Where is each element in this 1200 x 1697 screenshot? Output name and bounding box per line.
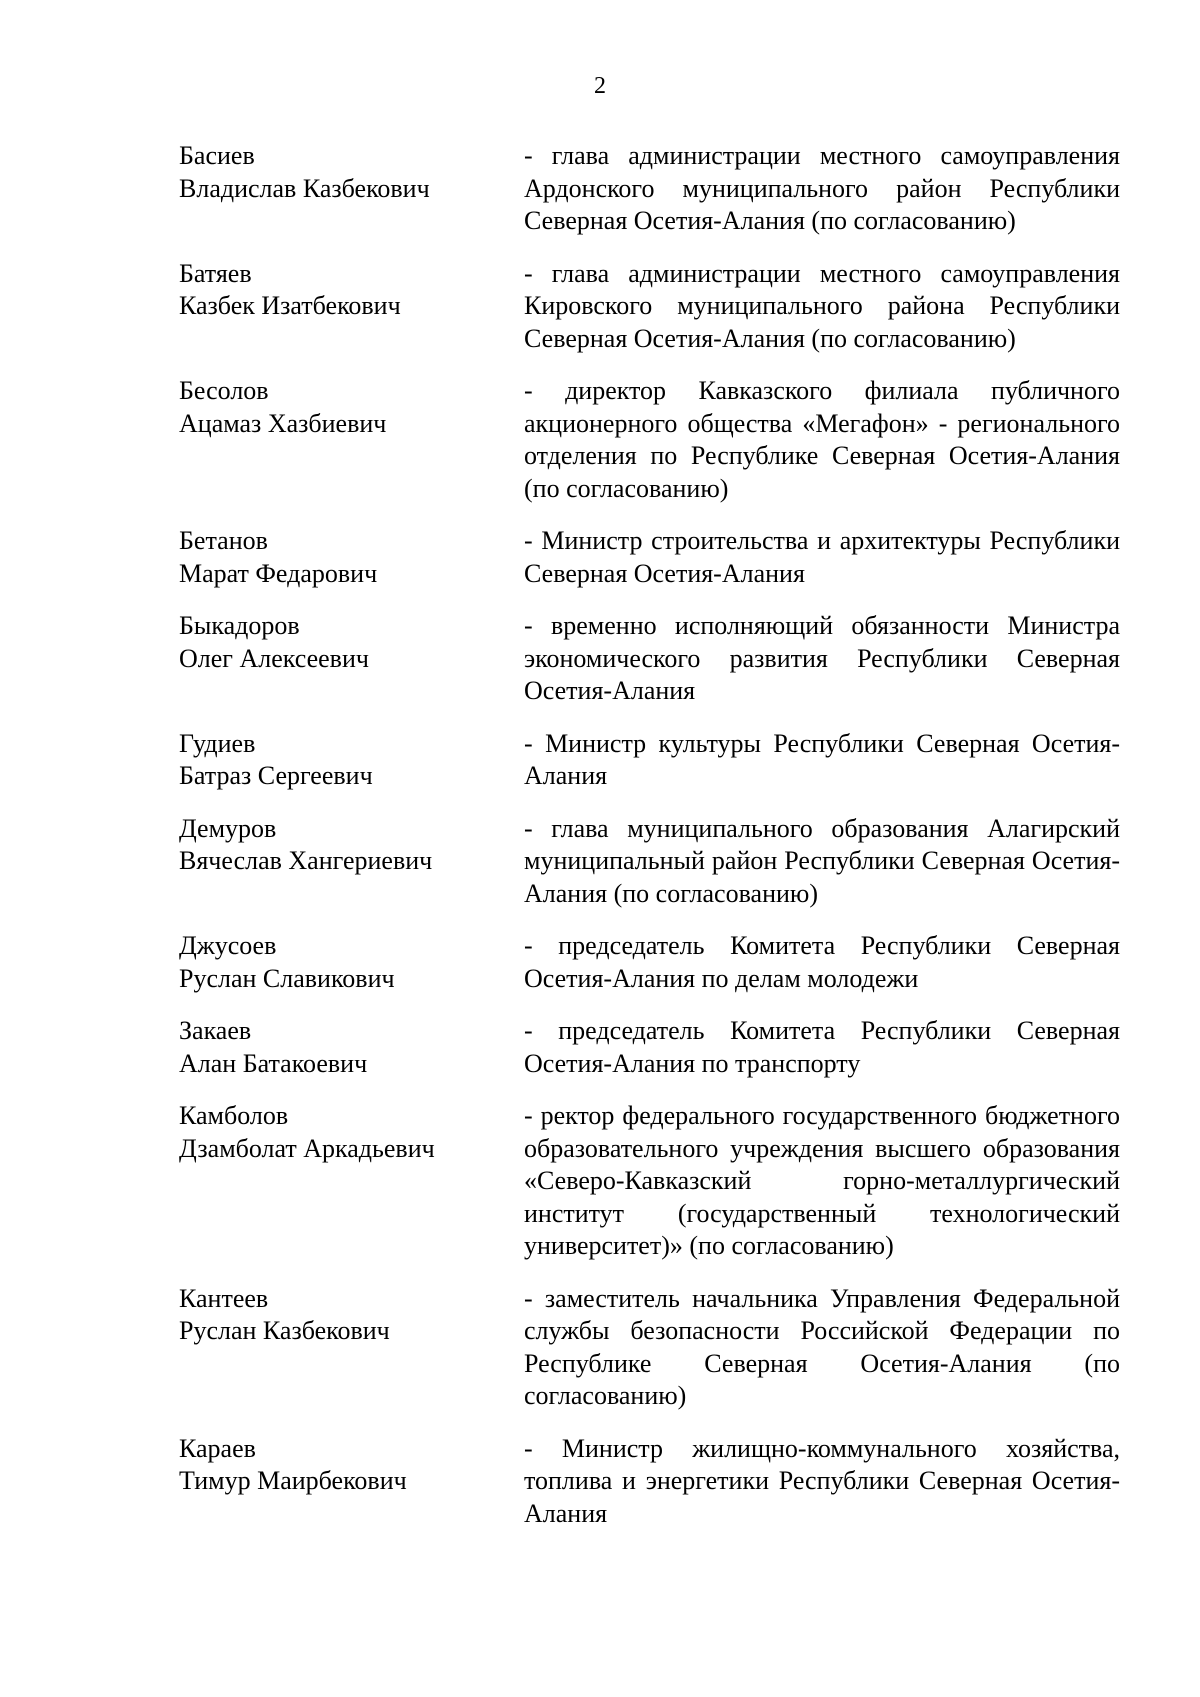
member-position: - глава администрации местного самоуправления Кировского муниципального района Республики Северная Осетия-Алания (по согласованию) [524, 258, 1120, 353]
member-position: - Министр жилищно-коммунального хозяйства, топлива и энергетики Республики Северная Осетия-Алания [524, 1433, 1120, 1528]
member-entry [179, 813, 1120, 911]
member-entry [179, 728, 1120, 793]
member-given-name: Дзамболат Аркадьевич [179, 1133, 435, 1163]
member-name [179, 1433, 524, 1498]
member-name [179, 930, 524, 995]
member-position: - заместитель начальника Управления Федеральной службы безопасности Российской Федерации по Республике Северная Осетия-Алания (по согласованию) [524, 1283, 1120, 1410]
page-number: 2 [594, 73, 606, 99]
member-entry [179, 610, 1120, 708]
member-name [179, 258, 524, 323]
member-name [179, 813, 524, 878]
member-name [179, 375, 524, 440]
member-surname: Кантеев [179, 1283, 269, 1313]
member-surname: Демуров [179, 813, 277, 843]
member-given-name: Казбек Изатбекович [179, 291, 401, 320]
member-surname: Закаев [179, 1016, 252, 1045]
member-given-name: Олег Алексеевич [179, 643, 369, 673]
member-name [179, 1015, 524, 1080]
member-list [179, 140, 1120, 1550]
member-surname: Быкадоров [179, 611, 300, 640]
member-entry [179, 258, 1120, 356]
member-position: - Министр культуры Республики Северная Осетия-Алания [524, 728, 1120, 790]
member-entry [179, 140, 1120, 238]
member-given-name: Вячеслав Хангериевич [179, 846, 433, 875]
member-surname: Караев [179, 1433, 256, 1463]
member-position: - председатель Комитета Республики Северная Осетия-Алания по делам молодежи [524, 931, 1120, 993]
member-entry [179, 1433, 1120, 1531]
member-entry [179, 1283, 1120, 1413]
member-surname: Батяев [179, 258, 252, 288]
member-name [179, 728, 524, 793]
member-given-name: Ацамаз Хазбиевич [179, 408, 387, 438]
member-position: - директор Кавказского филиала публичного акционерного общества «Мегафон» - регионального отделения по Республике Северная Осетия-Алания (по согласованию) [524, 376, 1120, 503]
member-entry [179, 930, 1120, 995]
member-position: - глава администрации местного самоуправления Ардонского муниципального район Республики Северная Осетия-Алания (по согласованию) [524, 141, 1120, 235]
member-position: - временно исполняющий обязанности Министра экономического развития Республики Северная Осетия-Алания [524, 611, 1120, 705]
member-surname: Джусоев [179, 931, 277, 960]
member-entry [179, 525, 1120, 590]
member-position: - Министр строительства и архитектуры Республики Северная Осетия-Алания [524, 526, 1120, 588]
member-name [179, 140, 524, 205]
member-surname: Гудиев [179, 728, 256, 758]
member-surname: Бесолов [179, 376, 269, 405]
member-entry [179, 375, 1120, 505]
member-entry [179, 1015, 1120, 1080]
member-position: - ректор федерального государственного бюджетного образовательного учреждения высшего образования «Северо-Кавказский горно-металлургический институт (государственный технологический университет)» (по согласованию) [524, 1101, 1120, 1260]
member-given-name: Алан Батакоевич [179, 1048, 368, 1078]
member-given-name: Марат Федарович [179, 558, 378, 588]
member-position: - глава муниципального образования Алагирский муниципальный район Республики Северная Осетия-Алания (по согласованию) [524, 813, 1120, 908]
member-name [179, 1100, 524, 1165]
member-given-name: Тимур Маирбекович [179, 1466, 407, 1495]
member-given-name: Владислав Казбекович [179, 173, 430, 203]
member-surname: Бетанов [179, 526, 268, 555]
member-surname: Камболов [179, 1101, 289, 1130]
member-name [179, 1283, 524, 1348]
member-entry [179, 1100, 1120, 1263]
member-given-name: Руслан Славикович [179, 963, 395, 993]
member-surname: Басиев [179, 141, 255, 170]
member-given-name: Батраз Сергеевич [179, 761, 373, 790]
member-position: - председатель Комитета Республики Северная Осетия-Алания по транспорту [524, 1016, 1120, 1078]
member-name [179, 525, 524, 590]
member-name [179, 610, 524, 675]
member-given-name: Руслан Казбекович [179, 1316, 390, 1345]
